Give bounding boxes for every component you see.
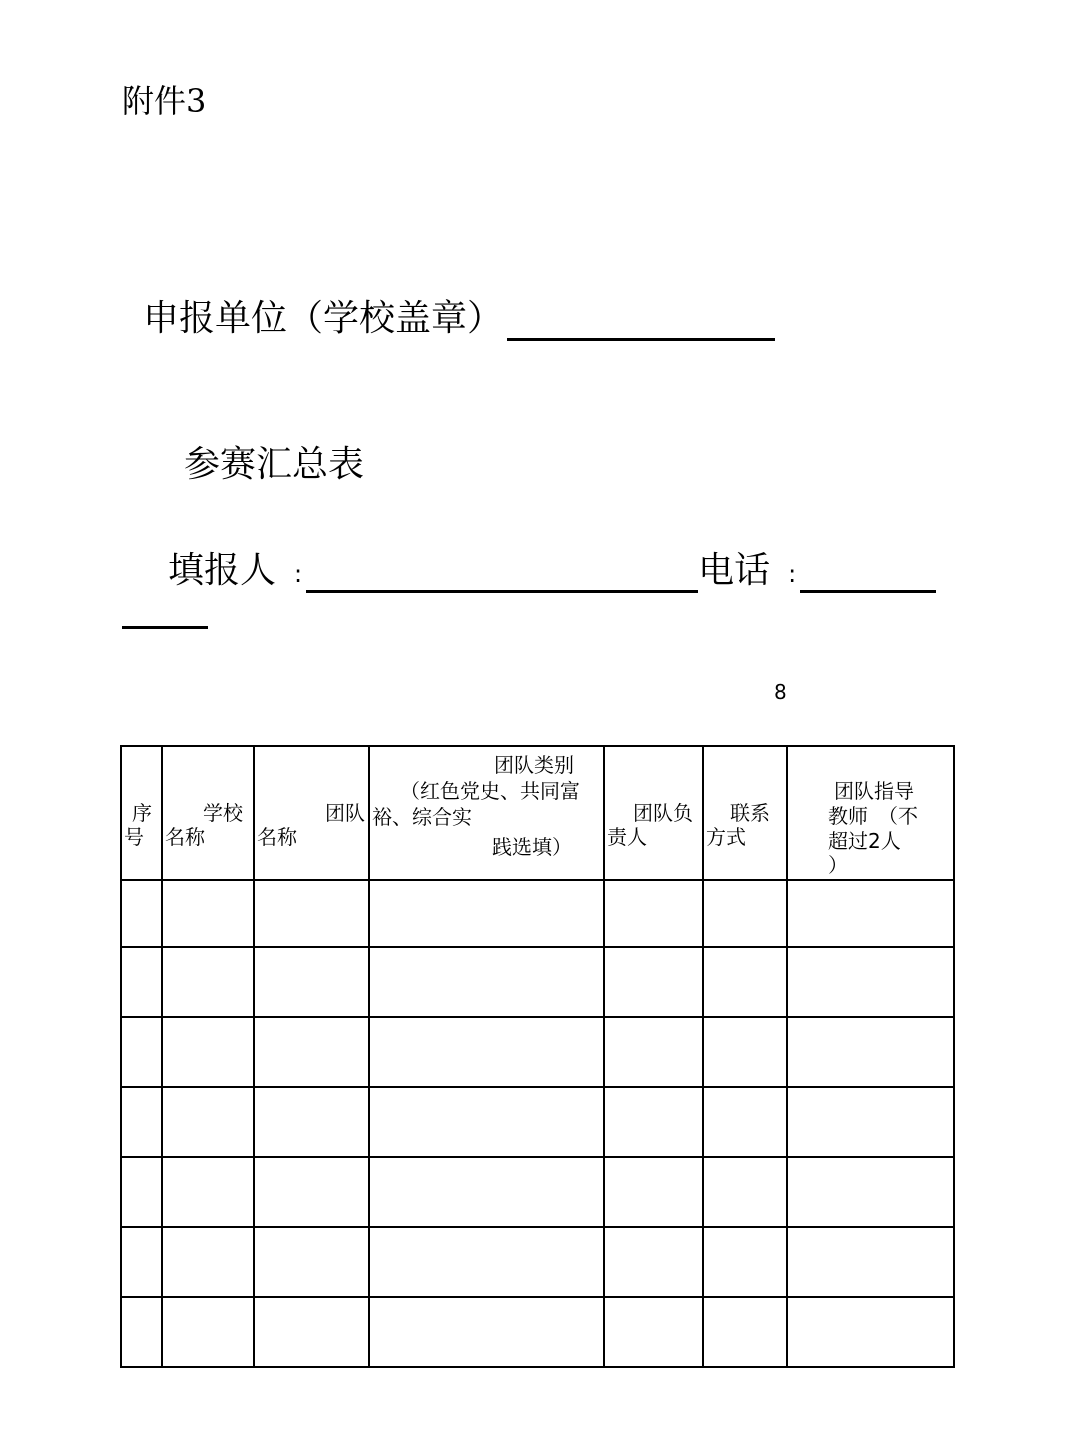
header-contact-line: 方式 [706,825,746,849]
table-header-row [121,746,954,880]
phone-colon: : [788,560,797,588]
table-cell[interactable] [162,1297,254,1367]
table-cell[interactable] [162,1087,254,1157]
table-cell[interactable] [369,1017,604,1087]
filler-blank-field[interactable] [306,554,698,593]
header-school-line: 学校 [203,801,243,825]
header-leader-line: 团队负 [633,801,693,825]
table-cell[interactable] [369,1087,604,1157]
table-cell[interactable] [121,880,162,947]
header-team-name-line: 名称 [257,825,297,849]
header-leader [604,746,703,880]
header-advisor-line: 超过2人 [828,829,901,853]
header-category-line: （红色党史、共同富 [400,779,580,803]
attachment-label: 附件3 [122,82,207,120]
filler-label: 填报人 [168,550,277,591]
table-cell[interactable] [703,1297,787,1367]
header-seq-line: 序 [132,801,152,825]
table-cell[interactable] [787,1087,954,1157]
table-cell[interactable] [254,1227,369,1297]
header-category-line: 裕、综合实 [372,805,472,829]
table-cell[interactable] [254,1087,369,1157]
table-cell[interactable] [369,1297,604,1367]
table-cell[interactable] [254,1157,369,1227]
table-cell[interactable] [162,1227,254,1297]
header-advisor-line: 团队指导 [834,779,914,803]
table-cell[interactable] [703,1157,787,1227]
table-cell[interactable] [703,880,787,947]
summary-table [120,745,955,1368]
header-advisor-line: 教师 （不 [828,804,918,828]
table-cell[interactable] [369,1157,604,1227]
header-school-line: 名称 [165,825,205,849]
table-cell[interactable] [369,880,604,947]
header-category [369,746,604,880]
table-cell[interactable] [787,880,954,947]
table-cell[interactable] [254,1297,369,1367]
table-cell[interactable] [121,1297,162,1367]
table-cell[interactable] [121,1017,162,1087]
table-cell[interactable] [604,1297,703,1367]
table-cell[interactable] [254,880,369,947]
table-cell[interactable] [787,1157,954,1227]
table-row [121,1157,954,1227]
unit-blank-field[interactable] [507,302,775,341]
table-cell[interactable] [121,1227,162,1297]
table-cell[interactable] [369,947,604,1017]
table-cell[interactable] [787,1227,954,1297]
table-title: 参赛汇总表 [184,444,365,485]
table-cell[interactable] [604,1087,703,1157]
table-row [121,947,954,1017]
filler-colon: : [294,560,303,588]
table-cell[interactable] [121,1157,162,1227]
header-school [162,746,254,880]
header-category-line: 践选填） [492,835,572,859]
table-cell[interactable] [604,1017,703,1087]
unit-label: 申报单位（学校盖章） [143,298,504,339]
table-cell[interactable] [604,1157,703,1227]
table-row [121,1227,954,1297]
table-row [121,1297,954,1367]
table-cell[interactable] [162,947,254,1017]
table-cell[interactable] [162,1017,254,1087]
table-cell[interactable] [121,947,162,1017]
table-cell[interactable] [162,880,254,947]
header-seq-line: 号 [124,825,144,849]
table-cell[interactable] [787,1297,954,1367]
table-cell[interactable] [254,947,369,1017]
header-contact [703,746,787,880]
header-category-line: 团队类别 [494,753,574,777]
phone-blank-continuation[interactable] [122,626,208,629]
header-team-name-line: 团队 [325,801,365,825]
table-row [121,1087,954,1157]
header-advisor [787,746,954,880]
header-leader-line: 责人 [607,825,647,849]
table-cell[interactable] [604,880,703,947]
table-row [121,1017,954,1087]
table-cell[interactable] [254,1017,369,1087]
table-cell[interactable] [787,1017,954,1087]
table-row [121,880,954,947]
unit-line [143,290,775,341]
table-cell[interactable] [787,947,954,1017]
header-advisor-line: ） [828,853,848,877]
header-contact-line: 联系 [730,801,770,825]
table-cell[interactable] [604,947,703,1017]
filler-row [168,542,936,593]
table-cell[interactable] [703,1087,787,1157]
table-cell[interactable] [121,1087,162,1157]
table-cell[interactable] [604,1227,703,1297]
page-number: 8 [774,680,787,704]
phone-blank-field[interactable] [800,554,936,593]
header-team-name [254,746,369,880]
table-cell[interactable] [162,1157,254,1227]
phone-label: 电话 [698,550,771,591]
table-cell[interactable] [703,947,787,1017]
table-cell[interactable] [369,1227,604,1297]
table-cell[interactable] [703,1017,787,1087]
header-seq [121,746,162,880]
table-cell[interactable] [703,1227,787,1297]
